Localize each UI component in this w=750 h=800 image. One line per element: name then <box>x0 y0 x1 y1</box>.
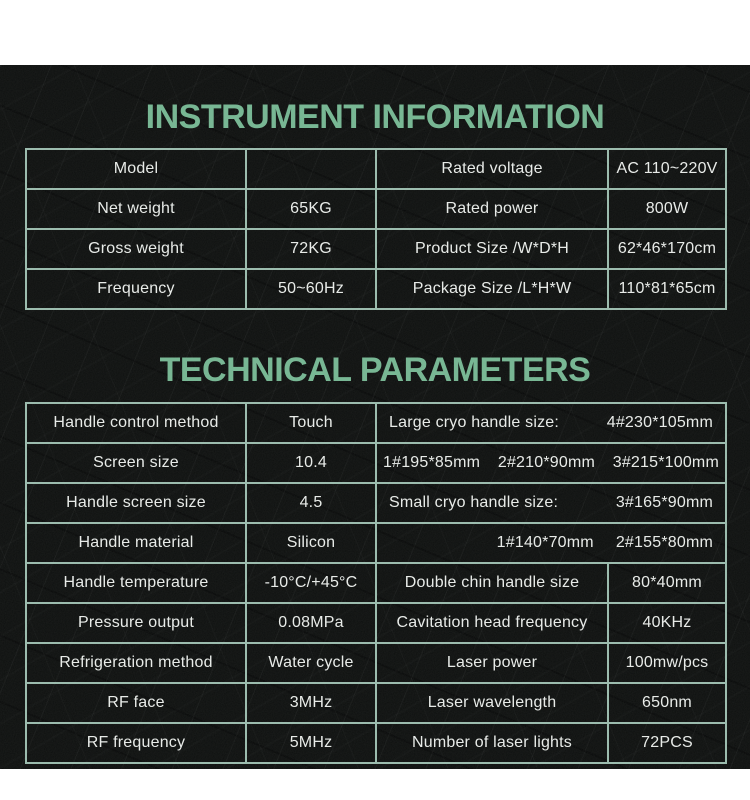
spec-label: Handle control method <box>27 404 247 444</box>
spec-value: 72KG <box>247 230 377 270</box>
spec-value: 3#215*100mm <box>612 454 719 471</box>
spec-value <box>247 150 377 190</box>
spec-value: 110*81*65cm <box>609 270 727 310</box>
spec-label: Large cryo handle size: <box>389 414 560 431</box>
spec-label: Gross weight <box>27 230 247 270</box>
spec-label: Net weight <box>27 190 247 230</box>
spec-label: Rated power <box>377 190 609 230</box>
spec-label: Product Size /W*D*H <box>377 230 609 270</box>
spec-value: 4.5 <box>247 484 377 524</box>
spec-value: 65KG <box>247 190 377 230</box>
spec-value: Silicon <box>247 524 377 564</box>
spec-label: Cavitation head frequency <box>377 604 609 644</box>
spec-value: 1#195*85mm <box>383 454 481 471</box>
spec-label: RF face <box>27 684 247 724</box>
spec-label: Pressure output <box>27 604 247 644</box>
spec-value: Water cycle <box>247 644 377 684</box>
spec-value: 5MHz <box>247 724 377 764</box>
spec-label: Package Size /L*H*W <box>377 270 609 310</box>
technical-parameters-title: TECHNICAL PARAMETERS <box>159 351 591 389</box>
spec-value: 10.4 <box>247 444 377 484</box>
instrument-information-table <box>25 148 727 310</box>
spec-value: Touch <box>247 404 377 444</box>
spec-label: Rated voltage <box>377 150 609 190</box>
spec-value: -10°C/+45°C <box>247 564 377 604</box>
spec-value: 50~60Hz <box>247 270 377 310</box>
spec-value: 800W <box>609 190 727 230</box>
spec-value: 72PCS <box>609 724 727 764</box>
spec-label: Screen size <box>27 444 247 484</box>
spec-merged-cell <box>377 404 727 444</box>
instrument-information-title: INSTRUMENT INFORMATION <box>145 98 605 136</box>
spec-label: Handle screen size <box>27 484 247 524</box>
spec-value: 1#140*70mm <box>496 534 594 551</box>
spec-label: Refrigeration method <box>27 644 247 684</box>
spec-merged-cell <box>377 444 727 484</box>
spec-value: 650nm <box>609 684 727 724</box>
spec-label: Laser power <box>377 644 609 684</box>
spec-merged-cell <box>377 484 727 524</box>
spec-label: Handle temperature <box>27 564 247 604</box>
spec-label: Handle material <box>27 524 247 564</box>
spec-sheet-poster <box>0 65 750 769</box>
spec-label: Small cryo handle size: <box>389 494 559 511</box>
spec-value: 3MHz <box>247 684 377 724</box>
spec-value: 40KHz <box>609 604 727 644</box>
spec-value: 62*46*170cm <box>609 230 727 270</box>
spec-value: 0.08MPa <box>247 604 377 644</box>
spec-label: Laser wavelength <box>377 684 609 724</box>
spec-value: 2#155*80mm <box>615 534 713 551</box>
spec-merged-cell <box>377 524 727 564</box>
spec-label: Frequency <box>27 270 247 310</box>
spec-label: Number of laser lights <box>377 724 609 764</box>
spec-value: 2#210*90mm <box>497 454 596 471</box>
spec-value: 3#165*90mm <box>615 494 713 511</box>
spec-label: RF frequency <box>27 724 247 764</box>
spec-label: Double chin handle size <box>377 564 609 604</box>
spec-value: 100mw/pcs <box>609 644 727 684</box>
spec-value: 80*40mm <box>609 564 727 604</box>
technical-parameters-table <box>25 402 727 764</box>
spec-value: 4#230*105mm <box>606 414 713 431</box>
spec-label: Model <box>27 150 247 190</box>
spec-value: AC 110~220V <box>609 150 727 190</box>
